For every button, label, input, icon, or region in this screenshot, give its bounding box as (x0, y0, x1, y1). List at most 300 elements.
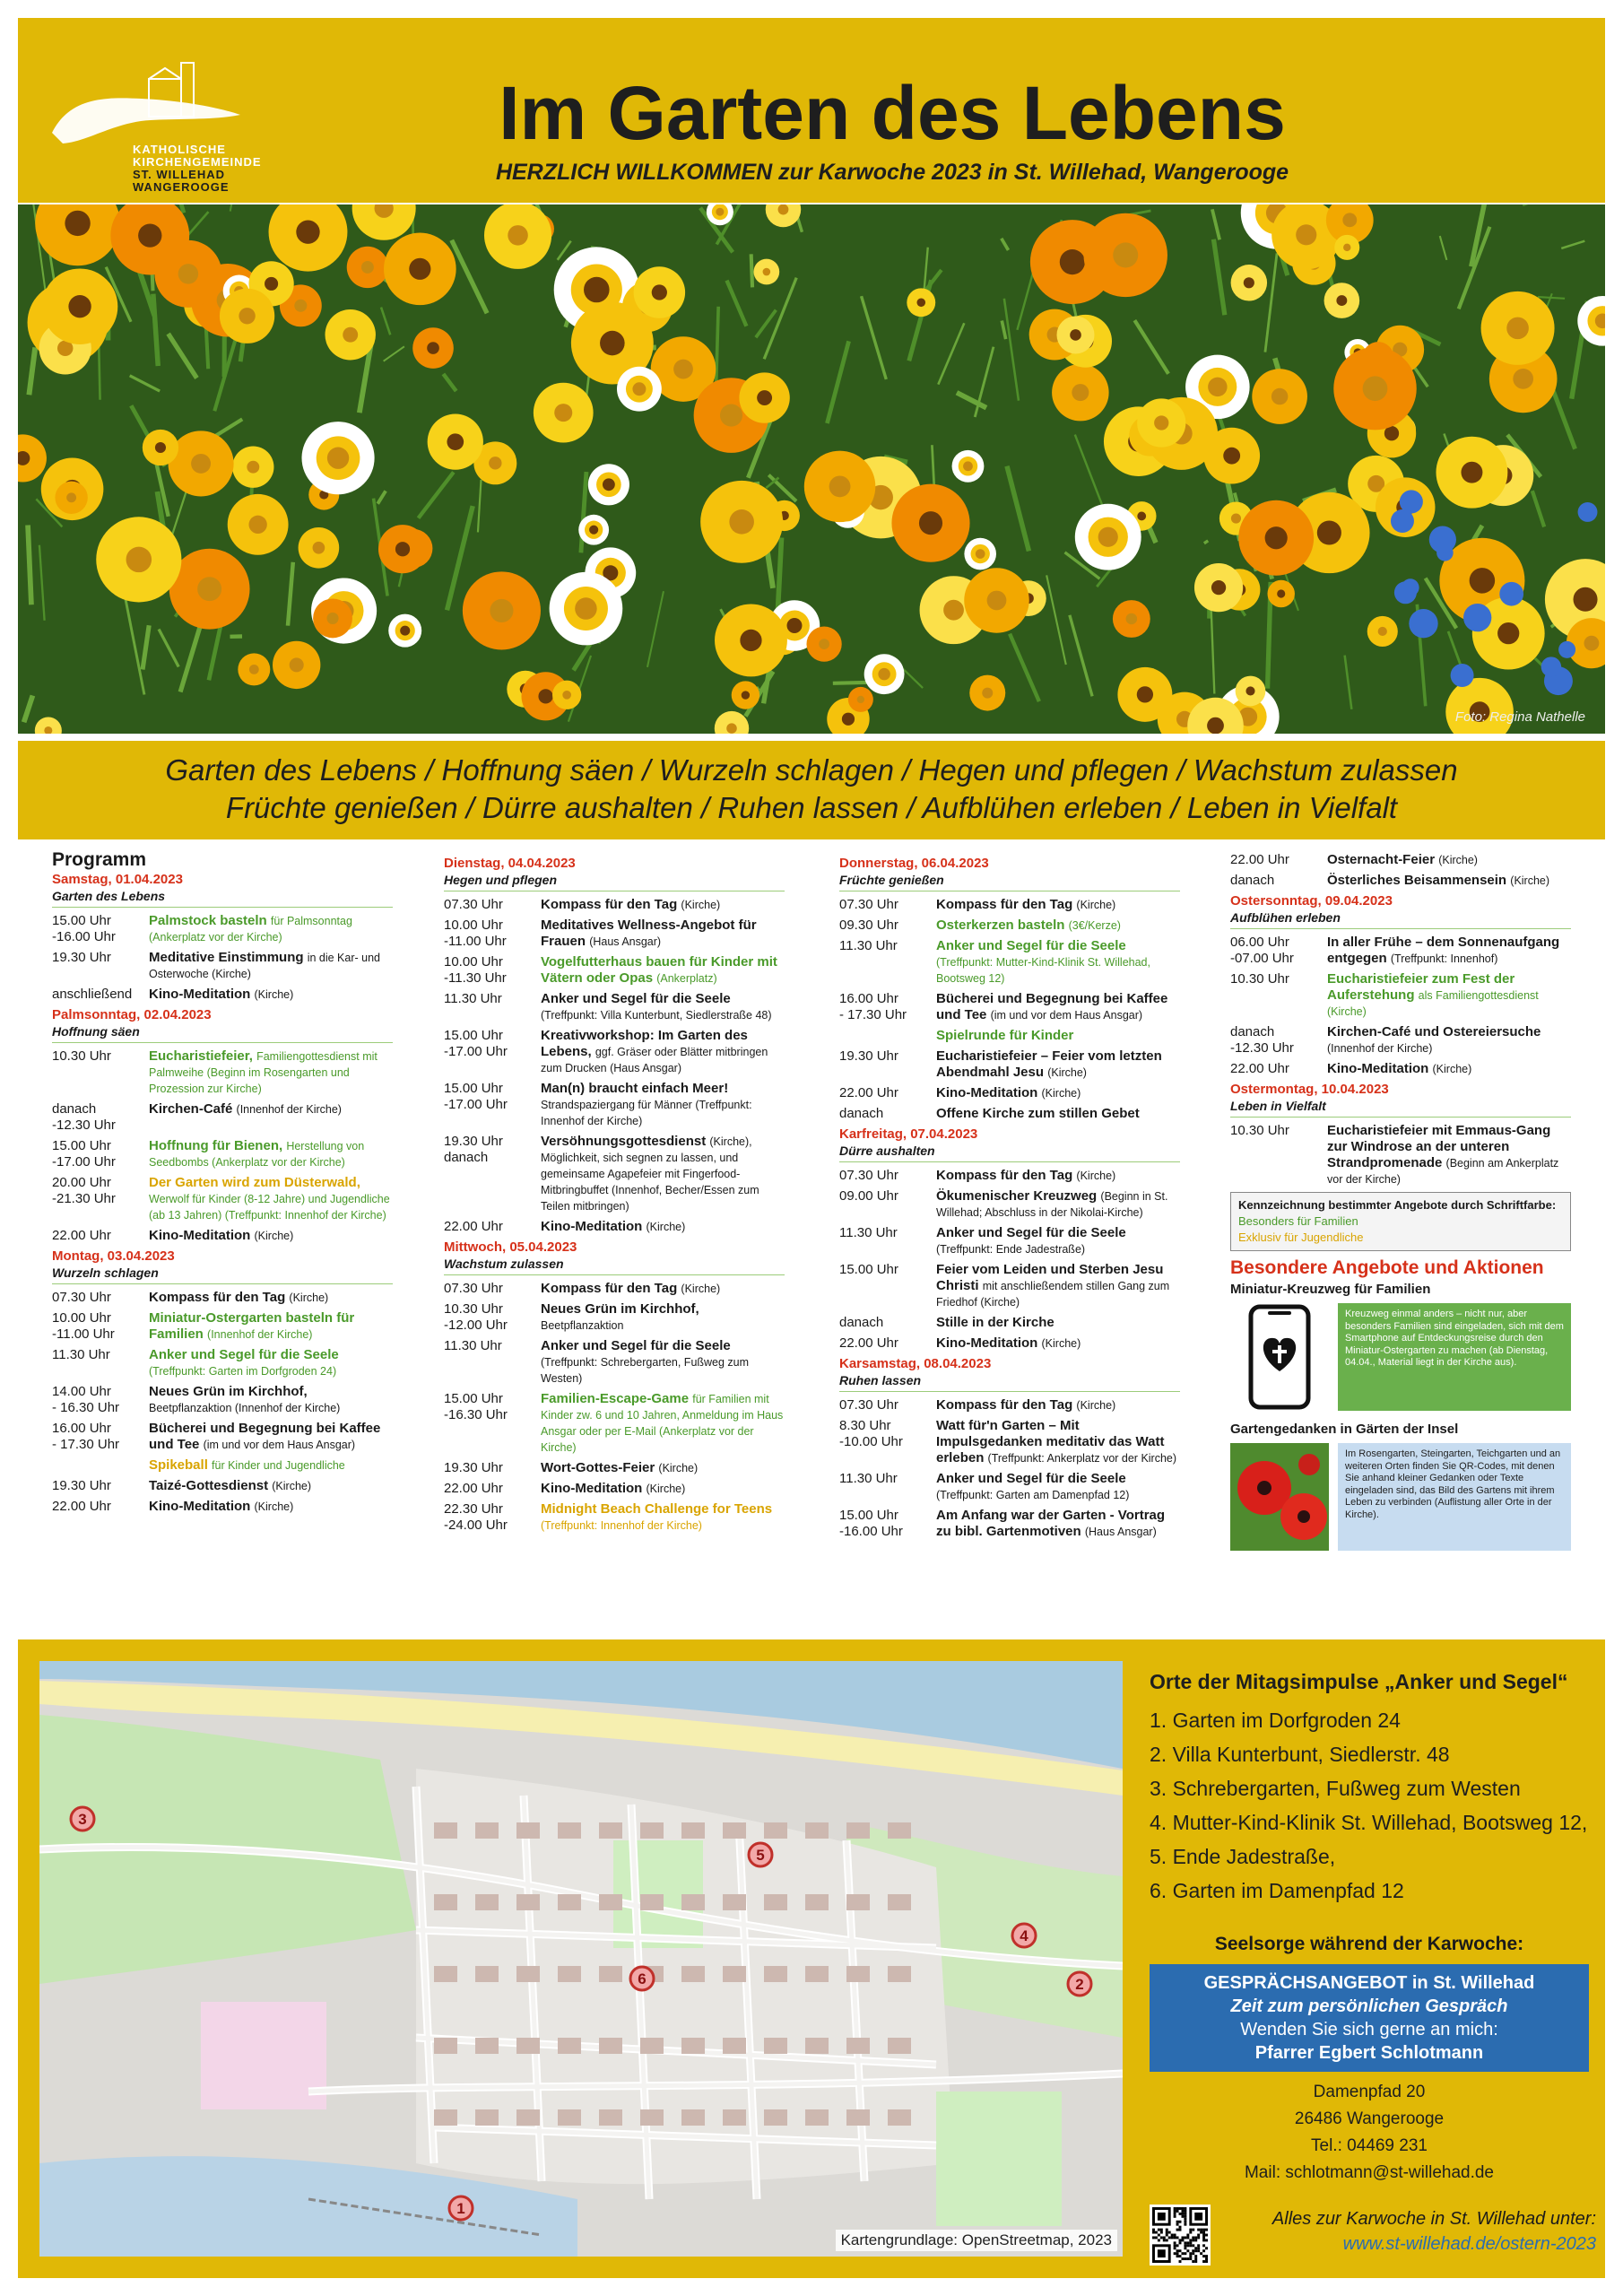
contact-street: Damenpfad 20 (1313, 2083, 1426, 2101)
flower (238, 653, 270, 685)
event-title: Vogelfutterhaus bauen für Kinder mit Vätern oder Opas (541, 954, 777, 986)
stem (28, 526, 31, 605)
stem (1204, 541, 1208, 544)
program-event (444, 1481, 785, 1497)
flower (1052, 364, 1109, 422)
event-note: Werwolf für Kinder (8-12 Jahre) und Jugendliche (ab 13 Jahren) (Treffpunkt: Innenhof der Kirche) (149, 1193, 390, 1222)
qr-code-icon[interactable] (1150, 2205, 1211, 2266)
card2-text: Im Rosengarten, Steingarten, Teichgarten und an weiteren Orten finden Sie QR-Codes, mit denen Sie anhand kleiner Gedanken oder Texte eingeladen sind, das Bild des Gartens mit ihrem Leben zu verbinden (Auflistung aller Orte in der Kirche). (1338, 1443, 1571, 1551)
qr-module (1189, 2231, 1192, 2234)
event-title: Kino-Meditation (149, 1228, 251, 1243)
event-description (149, 1101, 393, 1134)
event-note: (Treffpunkt: Innenhof der Kirche) (541, 1519, 702, 1532)
building (846, 1822, 870, 1839)
building (599, 1822, 622, 1839)
event-time: 07.30 Uhr (444, 1281, 503, 1296)
map-pin-label-2: 2 (1075, 1976, 1084, 1993)
building (805, 2109, 829, 2126)
flower (864, 654, 905, 694)
program-event (839, 1028, 1180, 1044)
event-description (936, 1508, 1180, 1540)
pastoral-care-box (1150, 1964, 1589, 2072)
place-item: 4. Mutter-Kind-Klinik St. Willehad, Bootsweg 12, (1150, 1811, 1588, 1834)
event-description (541, 991, 785, 1023)
event-note: (Kirche) (1076, 1399, 1116, 1412)
event-title: Österliches Beisammensein (1327, 873, 1507, 888)
event-title: Hoffnung für Bienen, (149, 1138, 283, 1153)
event-title: Bücherei und Begegnung bei Kaffee und Tee (149, 1421, 381, 1452)
event-title: Kirchen-Café (149, 1101, 233, 1117)
event-description (936, 1262, 1180, 1310)
program-event (52, 913, 393, 945)
qr-module (1174, 2215, 1176, 2218)
building (846, 2109, 870, 2126)
qr-module (1184, 2257, 1186, 2260)
event-description (541, 1134, 785, 1214)
flower (1324, 283, 1360, 318)
flower (313, 599, 352, 639)
event-time: 11.30 Uhr (839, 1471, 898, 1486)
qr-module (1192, 2229, 1194, 2231)
qr-module (1160, 2229, 1163, 2231)
qr-module (1202, 2236, 1205, 2239)
event-description (541, 1460, 785, 1476)
qr-module (1189, 2241, 1192, 2244)
event-title: Anker und Segel für die Seele (541, 1338, 731, 1353)
qr-module (1194, 2260, 1197, 2263)
qr-module (1189, 2257, 1192, 2260)
qr-module (1202, 2229, 1205, 2231)
qr-module (1179, 2213, 1182, 2215)
qr-module (1184, 2247, 1186, 2249)
event-time: 15.00 Uhr -17.00 Uhr (444, 1081, 508, 1112)
event-time: 16.00 Uhr - 17.30 Uhr (52, 1421, 120, 1452)
event-note: (Kirche) (289, 1292, 329, 1304)
building (723, 1894, 746, 1910)
event-description (541, 918, 785, 950)
motto-band (18, 741, 1605, 839)
event-note: ggf. Gräser oder Blätter mitbringen zum Drucken (Haus Ansgar) (541, 1046, 768, 1074)
qr-module (1176, 2223, 1179, 2226)
flower (412, 327, 454, 369)
event-note: (Innenhof der Kirche) (236, 1103, 342, 1116)
building (888, 2109, 911, 2126)
building (764, 1822, 787, 1839)
event-note: (Kirche) (1076, 899, 1116, 911)
building (723, 2038, 746, 2054)
building (599, 1966, 622, 1982)
flower (534, 383, 594, 443)
qr-module (1186, 2234, 1189, 2237)
qr-module (1174, 2252, 1176, 2255)
qr-module (1163, 2236, 1166, 2239)
event-time: 06.00 Uhr -07.00 Uhr (1230, 935, 1294, 966)
blue-flower (1499, 582, 1523, 606)
event-description (1327, 935, 1571, 967)
qr-module (1158, 2234, 1160, 2237)
flower (550, 572, 623, 646)
program-event (52, 1499, 393, 1515)
qr-module (1202, 2255, 1205, 2257)
event-note: (Kirche) (681, 899, 721, 911)
day-heading: Palmsonntag, 02.04.2023 (52, 1007, 212, 1022)
building (475, 2038, 499, 2054)
event-time (839, 1028, 936, 1044)
qr-module (1184, 2244, 1186, 2247)
event-title: Kirchen-Café und Ostereiersuche (1327, 1024, 1541, 1039)
event-description (1327, 1061, 1571, 1077)
flower (552, 681, 581, 709)
event-description (149, 987, 393, 1003)
event-time: 19.30 Uhr (52, 1478, 111, 1493)
event-title: Kino-Meditation (1327, 1061, 1429, 1076)
qr-module (1194, 2249, 1197, 2252)
building (681, 1822, 705, 1839)
event-title: Bücherei und Begegnung bei Kaffee und Tee (936, 991, 1168, 1022)
day-theme: Dürre aushalten (839, 1143, 1180, 1162)
building (475, 2109, 499, 2126)
qr-module (1179, 2207, 1182, 2210)
logo-line-4: WANGEROOGE (133, 180, 230, 194)
blue-flower (1578, 502, 1598, 522)
event-description (541, 1219, 785, 1235)
page-subtitle: HERZLICH WILLKOMMEN zur Karwoche 2023 in St. Willehad, Wangerooge (495, 160, 1289, 185)
care-line-1: GESPRÄCHSANGEBOT in St. Willehad (1203, 1973, 1535, 1993)
motto-line-1: Garten des Lebens / Hoffnung säen / Wurzeln schlagen / Hegen und pflegen / Wachstum zulassen (165, 753, 1458, 787)
event-title: Offene Kirche zum stillen Gebet (936, 1106, 1140, 1121)
page-title: Im Garten des Lebens (499, 71, 1286, 155)
flower (302, 422, 375, 494)
flower (55, 482, 87, 514)
pastoral-care-title: Seelsorge während der Karwoche: (1214, 1934, 1524, 1954)
flower (96, 517, 181, 602)
building (805, 1822, 829, 1839)
event-title: Eucharistiefeier, (149, 1048, 253, 1064)
building (640, 2038, 664, 2054)
qr-module (1184, 2210, 1186, 2213)
event-title: Osterkerzen basteln (936, 918, 1065, 933)
building (805, 1894, 829, 1910)
program-event (839, 938, 1180, 987)
event-description (936, 1471, 1180, 1503)
event-description (149, 913, 393, 945)
program-column-1 (52, 849, 393, 1519)
day-theme: Hegen und pflegen (444, 872, 785, 891)
qr-module (1205, 2260, 1208, 2263)
program-event (839, 1418, 1180, 1466)
event-time: 07.30 Uhr (52, 1290, 111, 1305)
qr-module (1171, 2236, 1174, 2239)
event-note: mit anschließendem stillen Gang zum Friedhof (Kirche) (936, 1280, 1170, 1309)
event-title: Meditative Einstimmung (149, 950, 304, 965)
event-note: (Ankerplatz) (656, 972, 717, 985)
event-title: Kino-Meditation (541, 1219, 643, 1234)
building (475, 1822, 499, 1839)
qr-module (1174, 2207, 1176, 2210)
event-time: 15.00 Uhr (839, 1262, 898, 1277)
map-pin-label-4: 4 (1020, 1927, 1028, 1944)
qr-module (1194, 2239, 1197, 2241)
flower (715, 604, 787, 676)
qr-module (1192, 2239, 1194, 2241)
flower (220, 289, 274, 344)
poppy-photo (1230, 1443, 1329, 1551)
day-theme: Wurzeln schlagen (52, 1265, 393, 1284)
event-time: 09.30 Uhr (839, 918, 898, 933)
qr-module (1186, 2244, 1189, 2247)
qr-module (1184, 2223, 1186, 2226)
building (723, 1966, 746, 1982)
qr-module (1181, 2257, 1184, 2260)
program-event (839, 1085, 1180, 1101)
event-title: Am Anfang war der Garten - Vortrag zu bibl. Gartenmotiven (936, 1508, 1166, 1539)
building (846, 1966, 870, 1982)
program-event (52, 1384, 393, 1416)
qr-module (1176, 2207, 1179, 2210)
qr-module (1205, 2255, 1208, 2257)
event-description (1327, 971, 1571, 1020)
more-url-link[interactable]: www.st-willehad.de/ostern-2023 (1342, 2234, 1596, 2254)
event-title: In aller Frühe – dem Sonnenaufgang entgegen (1327, 935, 1560, 966)
flower (1367, 616, 1398, 647)
flower (169, 430, 234, 496)
event-note: (im und vor dem Haus Ansgar) (990, 1009, 1143, 1022)
qr-module (1184, 2241, 1186, 2244)
program-event (52, 950, 393, 982)
day-theme: Aufblühen erleben (1230, 909, 1571, 929)
place-item: 2. Villa Kunterbunt, Siedlerstr. 48 (1150, 1743, 1450, 1766)
event-note: für Kinder und Jugendliche (212, 1459, 345, 1472)
qr-module (1192, 2252, 1194, 2255)
day-heading: Donnerstag, 06.04.2023 (839, 856, 989, 871)
event-description (936, 1106, 1180, 1122)
qr-module (1176, 2229, 1179, 2231)
program-event (1230, 1061, 1571, 1077)
building (764, 1966, 787, 1982)
qr-module (1158, 2249, 1166, 2257)
event-time: 07.30 Uhr (839, 897, 898, 912)
event-time: 11.30 Uhr (839, 938, 898, 953)
building (558, 1822, 581, 1839)
event-note: (Treffpunkt: Villa Kunterbunt, Siedlerstraße 48) (541, 1009, 772, 1022)
event-description (541, 1501, 785, 1534)
program-event (52, 1310, 393, 1343)
event-description (541, 1081, 785, 1129)
program-event (839, 1106, 1180, 1122)
building (640, 2109, 664, 2126)
event-title: Anker und Segel für die Seele (936, 938, 1126, 953)
program-event (839, 1048, 1180, 1081)
building (888, 1822, 911, 1839)
building (516, 1822, 540, 1839)
event-time: 10.30 Uhr (52, 1048, 111, 1064)
qr-module (1181, 2213, 1184, 2215)
qr-module (1205, 2247, 1208, 2249)
flower (634, 266, 686, 318)
flower (907, 288, 935, 317)
qr-module (1202, 2244, 1205, 2247)
event-description (541, 1281, 785, 1297)
place-item: 3. Schrebergarten, Fußweg zum Westen (1150, 1777, 1521, 1800)
event-title: Taizé-Gottesdienst (149, 1478, 269, 1493)
day-heading: Ostermontag, 10.04.2023 (1230, 1082, 1389, 1097)
qr-module (1176, 2244, 1179, 2247)
flower (739, 372, 789, 422)
day-heading: Ostersonntag, 09.04.2023 (1230, 893, 1393, 909)
flower (617, 367, 662, 412)
photo-credit: Foto: Regina Nathelle (1454, 709, 1585, 725)
event-time: 15.00 Uhr -17.00 Uhr (52, 1138, 116, 1170)
program-event (839, 1262, 1180, 1310)
flower (484, 204, 551, 269)
program-event (444, 1081, 785, 1129)
qr-module (1189, 2239, 1192, 2241)
qr-module (1202, 2234, 1205, 2237)
motto-line-2: Früchte genießen / Dürre aushalten / Ruhen lassen / Aufblühen erleben / Leben in Vielfalt (225, 791, 1398, 824)
flower (384, 233, 456, 306)
event-time: danach (839, 1315, 884, 1330)
flower (1334, 235, 1359, 260)
header-band (18, 18, 1605, 203)
event-description (149, 1384, 393, 1416)
event-description (541, 1481, 785, 1497)
qr-module (1205, 2257, 1208, 2260)
event-title: Man(n) braucht einfach Meer! (541, 1081, 729, 1096)
qr-module (1194, 2247, 1197, 2249)
program-event (839, 991, 1180, 1023)
qr-module (1186, 2236, 1189, 2239)
blue-flower (1541, 657, 1561, 676)
blue-flower (1394, 581, 1417, 604)
program-event (444, 1028, 785, 1076)
building (434, 1894, 457, 1910)
flower (753, 259, 779, 285)
program-event (52, 1478, 393, 1494)
event-description (1327, 1024, 1571, 1057)
flower (1113, 600, 1150, 638)
event-time: 19.30 Uhr danach (444, 1134, 503, 1165)
smartphone-icon (1230, 1303, 1329, 1411)
qr-module (1174, 2213, 1176, 2215)
qr-module (1184, 2215, 1186, 2218)
event-note: (Kirche) (1438, 854, 1478, 866)
event-time: 8.30 Uhr -10.00 Uhr (839, 1418, 903, 1449)
qr-module (1168, 2231, 1171, 2234)
places-list (1150, 1670, 1589, 1908)
qr-module (1174, 2247, 1176, 2249)
contact-city: 26486 Wangerooge (1294, 2109, 1445, 2128)
flower (806, 626, 841, 661)
logo-line-3: ST. WILLEHAD (133, 168, 225, 181)
building (764, 2109, 787, 2126)
flower (1436, 437, 1507, 509)
building (434, 1966, 457, 1982)
event-note: (Kirche) (1047, 1066, 1087, 1079)
qr-module (1200, 2252, 1202, 2255)
qr-module (1184, 2218, 1186, 2221)
qr-module (1181, 2236, 1184, 2239)
qr-module (1192, 2260, 1194, 2263)
building (599, 1894, 622, 1910)
event-time: 15.00 Uhr -16.00 Uhr (52, 913, 116, 944)
event-time: 22.30 Uhr -24.00 Uhr (444, 1501, 508, 1533)
flower (463, 571, 541, 649)
event-time: 07.30 Uhr (839, 1397, 898, 1413)
event-note: (Kirche) (646, 1221, 686, 1233)
event-title: Miniatur-Ostergarten basteln für Familien (149, 1310, 355, 1342)
qr-module (1160, 2231, 1163, 2234)
day-heading: Karsamstag, 08.04.2023 (839, 1356, 992, 1371)
event-time: 10.00 Uhr -11.30 Uhr (444, 954, 507, 986)
event-description (936, 1225, 1180, 1257)
qr-module (1179, 2221, 1182, 2223)
event-time: 07.30 Uhr (839, 1168, 898, 1183)
event-time: anschließend (52, 987, 133, 1002)
program-event (52, 1048, 393, 1097)
event-description (541, 1028, 785, 1076)
program-event (444, 1301, 785, 1334)
qr-module (1171, 2234, 1174, 2237)
building (805, 1966, 829, 1982)
flower (1236, 676, 1266, 707)
event-title: Familien-Escape-Game (541, 1391, 690, 1406)
qr-module (1179, 2241, 1182, 2244)
qr-module (1186, 2241, 1189, 2244)
event-description (936, 1048, 1180, 1081)
building (558, 2038, 581, 2054)
event-note: (Haus Ansgar) (1084, 1526, 1157, 1538)
contact-phone[interactable]: Tel.: 04469 231 (1311, 2136, 1428, 2155)
program-column-4 (1230, 852, 1571, 1561)
event-time: 15.00 Uhr -17.00 Uhr (444, 1028, 508, 1059)
event-description (541, 1338, 785, 1387)
map-pin-label-3: 3 (78, 1811, 87, 1828)
flower (232, 447, 273, 488)
building (888, 2038, 911, 2054)
program-event (839, 1188, 1180, 1221)
event-title: Feier vom Leiden und Sterben Jesu Christi (936, 1262, 1164, 1293)
qr-module (1179, 2260, 1182, 2263)
event-time: 20.00 Uhr -21.30 Uhr (52, 1175, 116, 1206)
event-description (936, 1397, 1180, 1413)
program-event (839, 1168, 1180, 1184)
event-description (1327, 873, 1571, 889)
building (888, 1966, 911, 1982)
event-time: 22.00 Uhr (839, 1335, 898, 1351)
color-legend (1230, 1192, 1571, 1251)
flower (428, 414, 483, 470)
island-map[interactable] (39, 1661, 1123, 2257)
qr-module (1166, 2239, 1168, 2241)
contact-mail[interactable]: Mail: schlotmann@st-willehad.de (1244, 2163, 1494, 2182)
green-south (936, 2092, 1062, 2226)
map-pin-label-6: 6 (638, 1970, 647, 1987)
qr-module (1155, 2231, 1158, 2234)
event-description (936, 1418, 1180, 1466)
event-description (936, 1168, 1180, 1184)
event-description (936, 1085, 1180, 1101)
program-event (1230, 873, 1571, 889)
qr-module (1181, 2252, 1184, 2255)
qr-module (1197, 2229, 1200, 2231)
more-text: Alles zur Karwoche in St. Willehad unter: (1271, 2209, 1596, 2229)
event-note: Herstellung von Seedbombs (Ankerplatz vor der Kirche) (149, 1140, 365, 1169)
event-title: Kino-Meditation (936, 1085, 1038, 1100)
building (434, 2038, 457, 2054)
event-time: 10.30 Uhr -12.00 Uhr (444, 1301, 508, 1333)
program-event (444, 1219, 785, 1235)
qr-module (1158, 2213, 1166, 2221)
